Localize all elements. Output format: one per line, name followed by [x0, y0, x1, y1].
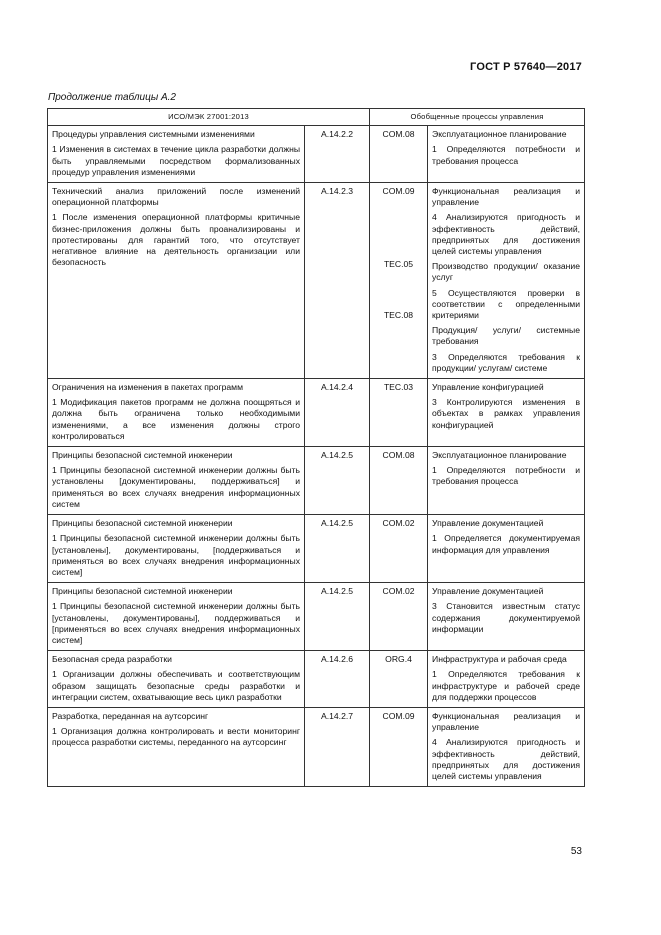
iso-requirement-cell: [48, 583, 305, 651]
clause-ref: A.14.2.5: [305, 583, 370, 651]
process-code-cell: [370, 183, 428, 379]
iso-requirement-cell: [48, 379, 305, 447]
process-text: 1 Определяется документируемая информация для управления: [432, 533, 581, 555]
process-title: Эксплуатационное планирование: [432, 450, 567, 461]
requirement-text: 1 Организации должны обеспечивать и соответствующим образом защищать безопасные среды разработки и интеграции систем, охватывающие весь цикл разработки: [52, 669, 300, 702]
process-code: COM.02: [382, 586, 415, 597]
process-title: Управление документацией: [432, 518, 544, 529]
header-processes: Обобщенные процессы управления: [370, 109, 585, 126]
requirement-text: 1 После изменения операционной платформы критичные бизнес-приложения должны быть проанализированы и протестированы для гарантий того, что отсутствует негативное влияние на деятельность организации или безопасность: [52, 212, 300, 268]
clause-ref: A.14.2.3: [305, 183, 370, 379]
process-code: COM.09: [382, 710, 415, 721]
iso-requirement-cell: [48, 183, 305, 379]
requirement-text: 1 Изменения в системах в течение цикла разработки должны быть управляемыми посредством формализованных процедур управления изменениями: [52, 144, 300, 177]
process-code: TEC.08: [383, 310, 414, 321]
process-title: Эксплуатационное планирование: [432, 129, 567, 140]
requirement-title: Ограничения на изменения в пакетах программ: [52, 382, 243, 393]
process-description-cell: [428, 651, 585, 708]
requirement-title: Принципы безопасной системной инженерии: [52, 586, 233, 597]
process-code-cell: [370, 707, 428, 786]
process-description-cell: [428, 183, 585, 379]
process-text: 1 Определяются требования к инфраструктуре и рабочей среде для поддержки процессов: [432, 669, 581, 702]
process-description-cell: [428, 379, 585, 447]
process-code: COM.08: [382, 450, 415, 461]
process-code: COM.08: [382, 129, 415, 140]
iso-requirement-cell: [48, 651, 305, 708]
requirement-text: 1 Принципы безопасной системной инженерии должны быть [установлены, документированы], поддерживаться и [применяться во всех случаях внедрения информационных систем]: [52, 601, 300, 645]
process-code-cell: [370, 515, 428, 583]
process-code: ORG.4: [385, 654, 412, 665]
requirement-text: 1 Принципы безопасной системной инженерии должны быть [установлены], документированы, [поддерживаться и применяться во всех случаях внедрения информационных систем]: [52, 533, 300, 577]
table-row: [48, 183, 585, 379]
process-title: Продукция/ услуги/ системные требования: [432, 325, 581, 347]
process-text: 3 Становится известным статус содержания документируемой информации: [432, 601, 581, 634]
process-description-cell: [428, 447, 585, 515]
requirement-text: 1 Модификация пакетов программ не должна поощряться и должна быть ограничена только необходимыми изменениями, а все изменения должны строго контролироваться: [52, 397, 300, 441]
process-text: 1 Определяются потребности и требования процесса: [432, 144, 581, 166]
requirement-text: 1 Принципы безопасной системной инженерии должны быть установлены [документированы, поддерживаться] и применяться во всех случаях внедрения информационных систем: [52, 465, 300, 509]
process-title: Инфраструктура и рабочая среда: [432, 654, 567, 665]
process-title: Функциональная реализация и управление: [432, 186, 581, 208]
requirement-title: Принципы безопасной системной инженерии: [52, 518, 233, 529]
iso-requirement-cell: [48, 447, 305, 515]
table-row: [48, 583, 585, 651]
table-row: [48, 651, 585, 708]
process-text: 1 Определяются потребности и требования процесса: [432, 465, 581, 487]
process-code-cell: [370, 651, 428, 708]
iso-requirement-cell: [48, 515, 305, 583]
process-code-cell: [370, 379, 428, 447]
process-description-cell: [428, 707, 585, 786]
requirement-text: 1 Организация должна контролировать и вести мониторинг процесса разработки системы, переданного на аутсорсинг: [52, 726, 300, 748]
requirement-title: Безопасная среда разработки: [52, 654, 172, 665]
process-title: Функциональная реализация и управление: [432, 710, 581, 733]
process-code-cell: [370, 126, 428, 183]
process-code: COM.02: [382, 518, 415, 529]
table-caption: Продолжение таблицы А.2: [48, 92, 176, 103]
clause-ref: A.14.2.7: [305, 707, 370, 786]
process-description-cell: [428, 583, 585, 651]
document-code: ГОСТ Р 57640—2017: [470, 61, 582, 73]
clause-ref: A.14.2.5: [305, 447, 370, 515]
standards-mapping-table: [47, 108, 585, 787]
iso-requirement-cell: [48, 126, 305, 183]
table-row: [48, 126, 585, 183]
process-code: TEC.03: [383, 382, 414, 393]
process-text: 3 Определяются требования к продукции/ услугам/ системе: [432, 351, 581, 373]
clause-ref: A.14.2.5: [305, 515, 370, 583]
process-title: Управление конфигурацией: [432, 382, 544, 393]
process-title: Управление документацией: [432, 586, 544, 597]
process-text: 4 Анализируются пригодность и эффективность действий, предпринятых для достижения целей системы управления: [432, 212, 581, 257]
spacer: [374, 197, 423, 259]
process-description-cell: [428, 515, 585, 583]
requirement-title: Технический анализ приложений после изменений операционной платформы: [52, 186, 300, 208]
clause-ref: A.14.2.2: [305, 126, 370, 183]
requirement-title: Процедуры управления системными изменениями: [52, 129, 255, 140]
process-text: 3 Контролируются изменения в объектах в рамках управления конфигурацией: [432, 397, 581, 430]
process-description-cell: [428, 126, 585, 183]
iso-requirement-cell: [48, 707, 305, 786]
process-code-cell: [370, 583, 428, 651]
process-title: Производство продукции/ оказание услуг: [432, 261, 581, 283]
clause-ref: A.14.2.6: [305, 651, 370, 708]
clause-ref: A.14.2.4: [305, 379, 370, 447]
table-row: [48, 447, 585, 515]
table-row: [48, 379, 585, 447]
process-code: TEC.05: [383, 259, 414, 270]
process-text: 5 Осуществляются проверки в соответствии с определенными критериями: [432, 287, 581, 321]
table-header-row: [48, 109, 585, 126]
process-code: COM.09: [382, 186, 415, 197]
requirement-title: Разработка, переданная на аутсорсинг: [52, 710, 209, 721]
table-row: [48, 515, 585, 583]
process-code-cell: [370, 447, 428, 515]
table-row: [48, 707, 585, 786]
page-number: 53: [570, 846, 582, 857]
header-iso: ИСО/МЭК 27001:2013: [48, 109, 370, 126]
requirement-title: Принципы безопасной системной инженерии: [52, 450, 233, 461]
spacer: [374, 270, 423, 310]
process-text: 4 Анализируются пригодность и эффективность действий, предпринятых для достижения целей системы управления: [432, 737, 581, 781]
